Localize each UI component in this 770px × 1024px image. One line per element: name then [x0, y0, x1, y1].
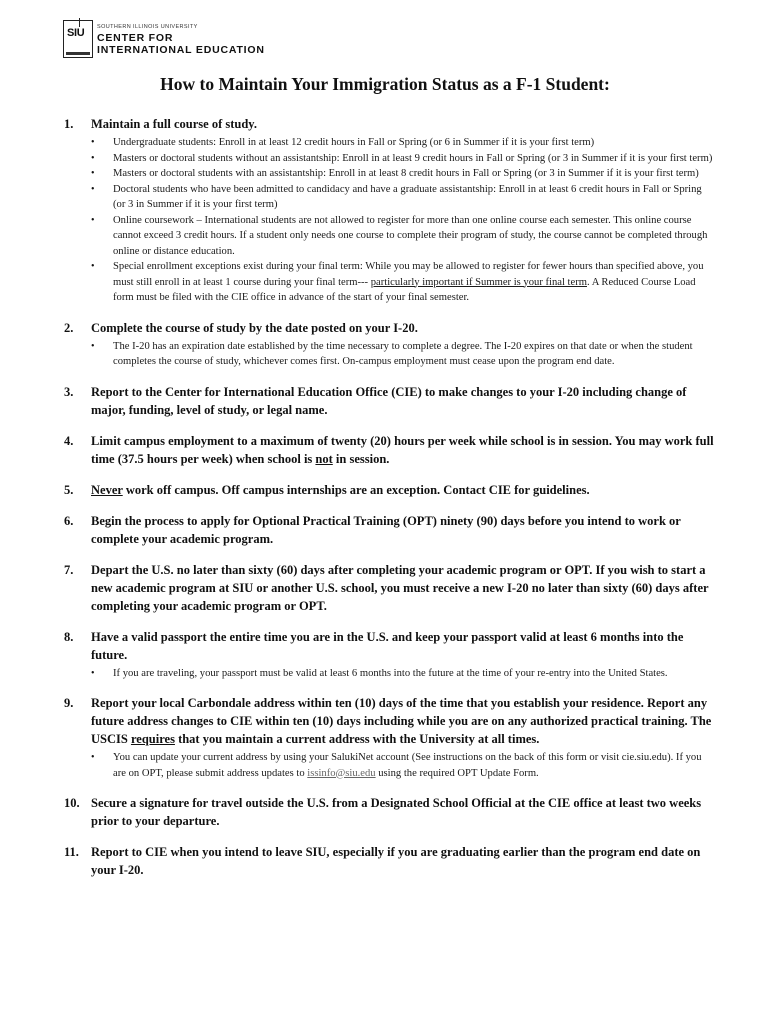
bullet: • Masters or doctoral students with an assistantship: Enroll in at least 8 credit hours in Fall or Spring (or 3 in Summer if it is your first term)	[91, 166, 714, 182]
list-item	[64, 561, 714, 615]
item-heading: Report to the Center for International Education Office (CIE) to make changes to your I-20 including change of major, funding, level of study, or legal name.	[91, 384, 687, 417]
list-item	[64, 794, 714, 830]
item-bullets	[91, 135, 714, 306]
logo-line-1: CENTER FOR	[97, 32, 174, 44]
list-item	[64, 383, 714, 419]
bullet: • Online coursework – International students are not allowed to register for more than one online course each semester. This online course cannot exceed 3 credit hours. If a student only needs one course to complete their program of study, the course cannot be completed through online or distance education.	[91, 213, 714, 260]
heading-text: Limit campus employment to a maximum of twenty (20) hours per week while school is in session. You may work full time (37.5 hours per week) when school is	[91, 433, 714, 466]
bullet: • Doctoral students who have been admitted to candidacy and have a graduate assistantship: Enroll in at least 6 credit hours in Fall or Spring (or 3 in Summer if it is your first term)	[91, 182, 714, 213]
heading-underlined: requires	[130, 732, 175, 746]
heading-text: that you maintain a current address with the University at all times.	[174, 732, 540, 746]
item-number: 1.	[64, 117, 74, 131]
list-item	[64, 628, 714, 682]
item-bullets	[91, 750, 714, 781]
item-number: 7.	[64, 562, 74, 577]
item-number: 3.	[64, 384, 74, 399]
bullet	[91, 259, 714, 306]
bullet: • Masters or doctoral students without an assistantship: Enroll in at least 9 credit hours in Fall or Spring (or 3 in Summer if it is your first term)	[91, 151, 714, 167]
cie-logo	[63, 18, 263, 60]
heading-text: Report your local Carbondale address within ten (10) days of the time that you establish your residence. Report any future address changes to CIE within ten (10) days including while you are on any authorized practical training. The USCIS	[91, 696, 712, 746]
item-bullets	[91, 666, 714, 682]
item-number: 4.	[64, 433, 74, 448]
bullet-text: You can update your current address by using your SalukiNet account (See instructions on the back of this form or visit cie.siu.edu). If you are on OPT, please submit address updates to	[113, 752, 702, 779]
logo-line-2: INTERNATIONAL EDUCATION	[97, 44, 265, 56]
item-number: 5.	[64, 482, 74, 497]
heading-underlined: Never	[91, 482, 123, 497]
list-item	[64, 319, 714, 370]
item-heading: Depart the U.S. no later than sixty (60) days after completing your academic program or OPT. If you wish to start a new academic program at SIU or another U.S. school, you must receive a new I-20 no later than sixty (60) days after completing your academic program or OPT.	[91, 562, 709, 613]
bullet: • If you are traveling, your passport must be valid at least 6 months into the future at the time of your re-entry into the United States.	[91, 666, 714, 682]
item-number: 6.	[64, 513, 74, 528]
bullet-underlined-text: particularly important if Summer is your final term	[370, 276, 587, 288]
bullet-text: Special enrollment exceptions exist during your final term: While you may be allowed to register for fewer hours than specified above, you must still enroll in at least 1 course during your final term---	[113, 261, 704, 288]
item-heading: Secure a signature for travel outside the U.S. from a Designated School Official at the CIE office at least two weeks prior to your departure.	[91, 796, 702, 828]
page-title: How to Maintain Your Immigration Status as a F-1 Student:	[160, 74, 610, 94]
item-heading: Begin the process to apply for Optional Practical Training (OPT) ninety (90) days before you intend to work or complete your academic program.	[91, 513, 681, 546]
item-number: 2.	[64, 320, 74, 335]
list-item	[64, 115, 714, 306]
list-item	[64, 432, 714, 468]
list-item	[64, 481, 714, 499]
heading-text: in session.	[332, 451, 390, 466]
bullet-text: using the required OPT Update Form.	[375, 767, 539, 779]
list-item	[64, 512, 714, 548]
item-heading	[91, 694, 714, 748]
bullet: • The I-20 has an expiration date established by the time necessary to complete a degree. The I-20 expires on that date or when the student completes the course of study, whichever comes first. On-campus employment must cease upon the program end date.	[91, 339, 714, 370]
bullet	[91, 750, 714, 781]
heading-text: work off campus. Off campus internships are an exception. Contact CIE for guidelines.	[122, 482, 590, 497]
item-heading	[91, 432, 714, 468]
list-item	[64, 843, 714, 879]
status-rules-list	[64, 115, 714, 879]
item-heading: Maintain a full course of study.	[91, 117, 257, 131]
bullet-text: . A Reduced Course Load form must be filed with the CIE office in advance of the start of your final semester.	[113, 276, 696, 303]
item-heading: Report to CIE when you intend to leave SIU, especially if you are graduating earlier than the program end date on your I-20.	[91, 845, 701, 877]
logo-university: SOUTHERN ILLINOIS UNIVERSITY	[97, 24, 198, 30]
item-heading	[91, 481, 714, 499]
email-link[interactable]: issinfo@siu.edu	[307, 767, 376, 779]
list-item	[64, 694, 714, 781]
item-number: 11.	[64, 845, 79, 859]
item-heading: Complete the course of study by the date posted on your I-20.	[91, 320, 418, 335]
heading-underlined: not	[315, 451, 333, 466]
item-number: 9.	[64, 696, 74, 710]
seal-text: SIU	[67, 27, 85, 39]
item-number: 8.	[64, 629, 74, 644]
item-heading: Have a valid passport the entire time you are in the U.S. and keep your passport valid at least 6 months into the future.	[91, 629, 684, 662]
item-number: 10.	[64, 796, 80, 810]
item-bullets	[91, 339, 714, 370]
bullet: • Undergraduate students: Enroll in at least 12 credit hours in Fall or Spring (or 6 in Summer if it is your first term)	[91, 135, 714, 151]
siu-seal-icon	[63, 20, 93, 58]
